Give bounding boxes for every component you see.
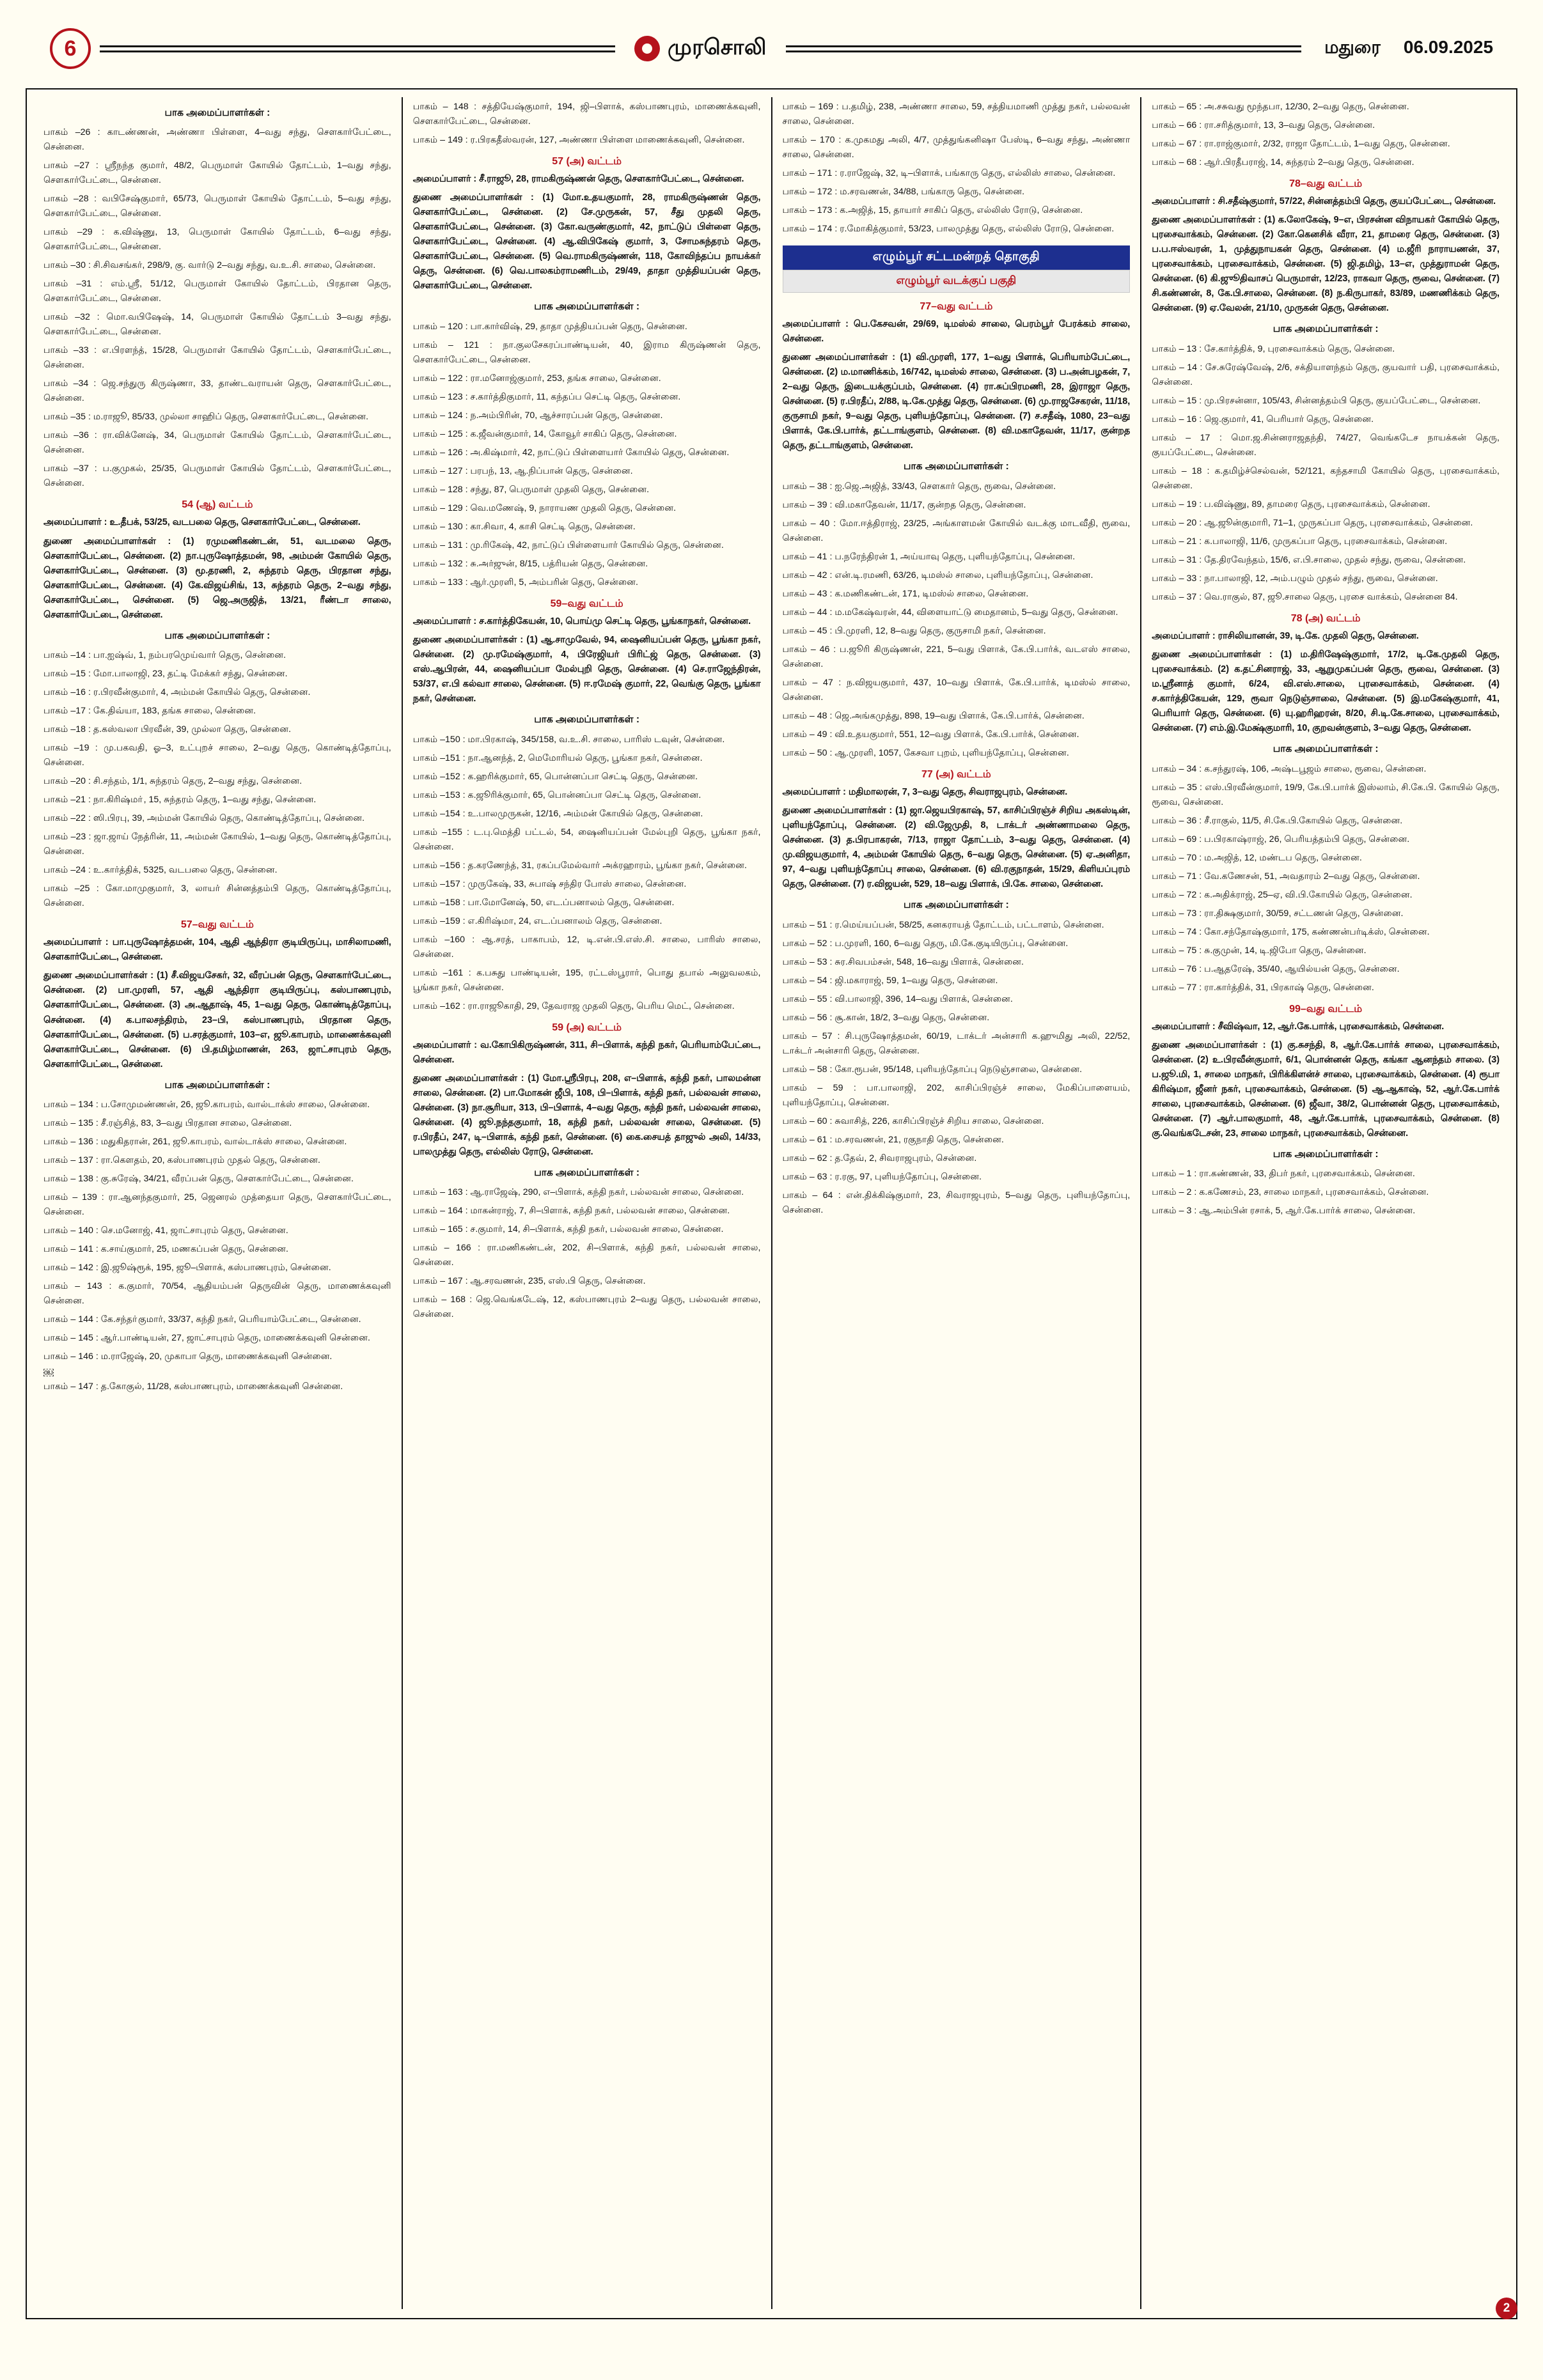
- list-item: பாகம் –17 : கே.திவ்யா, 183, தங்க சாலை, சென்னை.: [43, 706, 256, 717]
- list-item: பாகம் –152 : க.ஹரிக்குமார், 65, பொன்னப்பா செட்டி தெரு, சென்னை.: [412, 771, 698, 782]
- list-item: பாகம் – 136 : மதுகிதரான், 261, ஜூ.காபரம், வால்டாக்ஸ் சாலை, சென்னை.: [43, 1137, 347, 1147]
- masthead-rule-left: [91, 44, 624, 53]
- organizer-entry: அமைப்பாளர் : ராசிலியானன், 39, டி.கே. முதலி தெரு, சென்னை.: [1152, 630, 1419, 641]
- list-item: பாகம் – 125 : க.ஜீவன்குமார், 14, கோவூர் சாகிப் தெரு, சென்னை.: [412, 428, 677, 439]
- list-item: பாகம் – 133 : ஆர்.முரளி, 5, அம்பரின் தெரு, சென்னை.: [412, 577, 638, 587]
- list-item: பாகம் – 76 : ப.ஆதரேஷ், 35/40, ஆயில்யன் தெரு, சென்னை.: [1152, 963, 1400, 974]
- list-item: பாகம் – 138 : கு.சுரேஷ், 34/21, வீரப்பன் தெரு, சௌகார்பேட்டை, சென்னை.: [43, 1174, 354, 1185]
- organizer-entry: அமைப்பாளர் : மதிமாலரன், 7, 3–வது தெரு, சிவராஜபுரம், சென்னை.: [782, 786, 1068, 797]
- list-item: பாகம் –19 : மு.பகவதி, ஓ–3, உட்புறச் சாலை, 2–வது தெரு, கொண்டித்தோப்பு, சென்னை.: [43, 743, 391, 768]
- sun-logo-icon: [634, 36, 660, 61]
- list-item: பாகம் –157 : முருகேஷ், 33, சுபாஷ் சந்திர போஸ் சாலை, சென்னை.: [412, 878, 687, 889]
- list-item: பாகம் – 53 : சுர.சிவபம்சன், 548, 16–வது பிளாக், சென்னை.: [782, 956, 1024, 967]
- list-item: பாகம் – 169 : ப.தமிழ், 238, அண்ணா சாலை, 59, சத்தியமாணி முத்து நகர், பல்லவன் சாலை, சென்னை.: [782, 102, 1131, 127]
- ward-title: 99–வது வட்டம்: [1289, 1003, 1363, 1015]
- list-item: பாகம் – 43 : க.மணிகண்டன், 171, டிமஸ்ல் சாலை, சென்னை.: [782, 588, 1029, 599]
- list-item: பாகம் – 62 : த.தேவ், 2, சிவராஜபுரம், சென்னை.: [782, 1153, 977, 1163]
- list-item: பாகம் –26 : காடண்ணன், அண்ணா பிள்ளை, 4–வது சந்து, சௌகார்பேட்டை, சென்னை.: [43, 127, 391, 153]
- list-item: பாகம் – 173 : க.அஜித், 15, தாயார் சாகிப் தெரு, எல்லிஸ் ரோடு, சென்னை.: [782, 205, 1083, 215]
- list-item: பாகம் – 124 : ந.அம்பிரின், 70, ஆச்சாரப்பன் தெரு, சென்னை.: [412, 410, 663, 421]
- issue-date: 06.09.2025: [1403, 37, 1494, 57]
- list-item: பாகம் – 39 : வி.மகாதேவன், 11/17, குன்றத தெரு, சென்னை.: [782, 499, 1026, 510]
- list-item: பாகம் – 142 : இ.ஜூஷ்ரூக், 195, ஜூ–பிளாக், கஸ்பாணபுரம், சென்னை.: [43, 1263, 331, 1273]
- column-3: [771, 97, 1141, 2309]
- list-item: பாகம் – 57 : சி.புருஷோத்தமன், 60/19, டாக்டர் அன்சாரி க.ஹுமிது அலி, 22/52, டாக்டர் அன்சாரி தெரு, சென்னை.: [782, 1031, 1131, 1056]
- list-item: பாகம் – 128 : சந்து, 87, பெருமாள் முதலி தெரு, சென்னை.: [412, 484, 650, 495]
- list-item: பாகம் – 137 : ரா.கௌதம், 20, கஸ்பாணபுரம் முதல் தெரு, சென்னை.: [43, 1155, 320, 1166]
- ward-title: 78–வது வட்டம்: [1289, 178, 1363, 189]
- organizer-entry: அமைப்பாளர் : ச.கார்த்திகேயன், 10, பொய்மு செட்டி தெரு, பூங்காநகர், சென்னை.: [412, 616, 751, 626]
- list-item: பாகம் – 48 : ஜெ.அங்கமுத்து, 898, 19–வது பிளாக், கே.பி.பார்க், சென்னை.: [782, 710, 1085, 721]
- list-item: பாகம் – 163 : ஆ.ராஜேஷ், 290, எ–பிளாக், கந்தி நகர், பல்லவன் சாலை, சென்னை.: [412, 1187, 744, 1198]
- list-item: பாகம் –15 : மோ.பாலாஜி, 23, தட்டி மேக்கர் சந்து, சென்னை.: [43, 669, 288, 680]
- list-item: பாகம் – 45 : பி.முரளி, 12, 8–வது தெரு, குருசாமி நகர், சென்னை.: [782, 625, 1046, 636]
- list-item: பாகம் –24 : உ.கார்த்திக், 5325, வடபலை தெரு, சென்னை.: [43, 865, 278, 876]
- list-item: பாகம் –162 : ரா.ராஜூகாதி, 29, தேவராஜ முதலி தெரு, பெரிய மெட், சென்னை.: [412, 1000, 735, 1011]
- list-item: பாகம் – 44 : ம.மகேஷ்வரன், 44, விளையாட்டு மைதானம், 5–வது தெரு, சென்னை.: [782, 607, 1118, 618]
- list-item: பாகம் – 35 : எஸ்.பிரவீன்குமார், 19/9, கே.பி.பார்க் இஸ்லாம், சி.கே.பி. கோயில் தெரு, ரூவை, சென்னை.: [1152, 782, 1500, 807]
- list-item: பாகம் –151 : நா.ஆனந்த், 2, மெமோரியல் தெரு, பூங்கா நகர், சென்னை.: [412, 752, 703, 763]
- list-item: பாகம் – 77 : ரா.கார்த்திக், 31, பிரகாஷ் தெரு, சென்னை.: [1152, 982, 1374, 993]
- list-item: பாகம் –35 : ம.ராஜூ, 85/33, முல்லா சாஹிப் தெரு, சௌகார்பேட்டை, சென்னை.: [43, 412, 369, 423]
- ward-title: 57 (அ) வட்டம்: [552, 156, 622, 167]
- list-item: பாகம் –31 : எம்.ஸ்ரீ, 51/12, பெருமாள் கோயில் தோட்டம், பிரதான தெரு, சௌகார்பேட்டை, சென்னை.: [43, 279, 391, 304]
- list-item: பாகம் – 46 : ப.ஜூரி கிருஷ்ணன், 221, 5–வது பிளாக், கே.பி.பார்க், வடஎஸ் சாலை, சென்னை.: [782, 644, 1131, 669]
- deputy-organizer-entry: துணை அமைப்பாளர்கள் : (1) மோ.ஸ்ரீபிரபு, 208, எ–பிளாக், கந்தி நகர், பாலமன்ன சாலை, சென்னை. (2) பா.மோகன் ஜீபி, 108, பி–பிளாக், கந்தி நகர், பல்லவன் சாலை, சென்னை. (3) நா.சூரியா, 313, பி–பிளாக், 4–வது தெரு, கந்தி நகர், பல்லவன் சாலை, சென்னை. (4) ஜூ.நந்தகுமார், 18, கந்தி நகர், பல்லவன் சாலை, சென்னை. (5) ர.பிரதீப், 247, டி–பிளாக், கந்தி நகர், சென்னை. (6) கை.சையத் தாஜுல் அலி, 14/33, பாலமுத்து தெரு, எல்லிஸ் ரோடு, சென்னை.: [412, 1073, 761, 1157]
- deputy-organizer-entry: துணை அமைப்பாளர்கள் : (1) மோ.உதயகுமார், 28, ராமகிருஷ்ணன் தெரு, சௌகார்பேட்டை, சென்னை. (2) சே.முருகன், 57, சீது முதலி தெரு, சௌகார்பேட்டை, சென்னை. (3) கோ.வருண்குமார், 42, நாட்டுப் பிள்ளை தெரு, சௌகார்பேட்டை, சென்னை. (4) ஆ.விபிகேஷ் குமார், 3, சோமசுந்தரம் தெரு, சௌகார்பேட்டை, சென்னை. (5) வெ.ராமகிருஷ்ணன், 118, கோவிந்தப்ப நாயக்கர் தெரு, சென்னை. (6) வெ.பாலகம்ராமணிடம், 29/49, தாதா முத்தியப்பன் தெரு, சௌகார்பேட்டை, சென்னை.: [412, 192, 761, 292]
- list-item: பாகம் – 34 : க.சந்துரஷ், 106, அஷ்டபூஜம் சாலை, ரூவை, சென்னை.: [1152, 763, 1427, 774]
- section-heading: பாக அமைப்பாளர்கள் :: [164, 1079, 270, 1091]
- ward-title: 54 (ஆ) வட்டம்: [182, 499, 253, 511]
- section-heading: பாக அமைப்பாளர்கள் :: [164, 107, 270, 118]
- list-item: பாகம் – 40 : மோ.ஈத்திராஜ், 23/25, அங்காளமன் கோயில் வடக்கு மாடவீதி, ரூவை, சென்னை.: [782, 518, 1131, 543]
- list-item: பாகம் – 149 : ர.பிரகதீஸ்வரன், 127, அண்ணா பிள்ளை மாணைக்கவுனி, சென்னை.: [412, 135, 745, 145]
- list-item: பாகம் – 21 : க.பாலாஜி, 11/6, முருகப்பா தெரு, புரசைவாக்கம், சென்னை.: [1152, 536, 1448, 547]
- list-item: பாகம் – 52 : ப.முரளி, 160, 6–வது தெரு, மி.கே.குடியிருப்பு, சென்னை.: [782, 938, 1069, 949]
- list-item: பாகம் –158 : பா.மோனேஷ், 50, எட.ப்பனாலம் தெரு, சென்னை.: [412, 897, 675, 908]
- list-item: பாகம் – 63 : ர.ரகு, 97, புளியந்தோப்பு, சென்னை.: [782, 1171, 982, 1182]
- list-item: பாகம் – 64 : என்.திக்கிஷ்குமார், 23, சிவராஜபுரம், 5–வது தெரு, புளியந்தோப்பு, சென்னை.: [782, 1190, 1131, 1215]
- publication-name: முரசொலி: [668, 35, 767, 59]
- list-item: பாகம் –23 : ஜா.ஜாய் நேத்ரின், 11, அம்மன் கோயில், 1–வது தெரு, கொண்டித்தோப்பு, சென்னை.: [43, 832, 391, 857]
- list-item: பாகம் – 42 : என்.டி.ரமணி, 63/26, டிமஸ்ல் சாலை, புளியந்தோப்பு, சென்னை.: [782, 570, 1093, 580]
- list-item: பாகம் – 16 : ஜெ.குமார், 41, பெரியார் தெரு, சென்னை.: [1152, 414, 1374, 424]
- constituency-subbanner: எழும்பூர் வடக்குப் பகுதி: [783, 270, 1131, 293]
- list-item: பாகம் –25 : கோ.மாமுகுமார், 3, லாயர் சின்னத்தம்பி தெரு, கொண்டித்தோப்பு, சென்னை.: [43, 883, 391, 909]
- ward-title: 59–வது வட்டம்: [550, 598, 623, 609]
- list-item: பாகம் – 70 : ம.அஜித், 12, மண்டப தெரு, சென்னை.: [1152, 852, 1362, 863]
- list-item: பாகம் – 74 : கோ.சந்தோஷ்குமார், 175, கண்ணன்பர்டிக்ஸ், சென்னை.: [1152, 926, 1430, 937]
- list-item: பாகம் – 37 : வெ.ராகுல், 87, ஜூ.சாலை தெரு, புரசை வாக்கம், சென்னை 84.: [1152, 591, 1458, 602]
- organizer-entry: அமைப்பாளர் : பா.புருஷோத்தமன், 104, ஆதி ஆந்திரா குடியிருப்பு, மாசிலாமணி, சௌகார்பேட்டை, சென்னை.: [43, 937, 391, 963]
- list-item: பாகம் – 165 : ச.குமார், 14, சி–பிளாக், கந்தி நகர், பல்லவன் சாலை, சென்னை.: [412, 1224, 724, 1235]
- list-item: பாகம் – 49 : வி.உதயகுமார், 551, 12–வது பிளாக், கே.பி.பார்க், சென்னை.: [782, 729, 1079, 740]
- list-item: பாகம் – 56 : சூ.கான், 18/2, 3–வது தெரு, சென்னை.: [782, 1012, 990, 1023]
- list-item: பாகம் – 72 : க.அதிக்ராஜ், 25–ஏ, வி.பி.கோயில் தெரு, சென்னை.: [1152, 889, 1413, 900]
- list-item: பாகம் –36 : ரா.விக்னேஷ், 34, பெருமாள் கோயில் தோட்டம், சௌகார்பேட்டை, சென்னை.: [43, 430, 391, 456]
- list-item: பாகம் – 19 : ப.விஷ்ணு, 89, தாமரை தெரு, புரசைவாக்கம், சென்னை.: [1152, 499, 1430, 509]
- list-item: பாகம் – 50 : ஆ.முரளி, 1057, கேசவா புறம், புளியந்தோப்பு, சென்னை.: [782, 747, 1069, 758]
- list-item: பாகம் – 135 : சீ.ரஞ்சித், 83, 3–வது பிரதான சாலை, சென்னை.: [43, 1118, 292, 1129]
- list-item: பாகம் –21 : நா.கிரிஷ்மா், 15, சுந்தரம் தெரு, 1–வது சந்து, சென்னை.: [43, 795, 317, 805]
- list-item: பாகம் – 71 : வே.கணேசன், 51, அவதாரம் 2–வது தெரு, சென்னை.: [1152, 871, 1420, 882]
- section-heading: பாக அமைப்பாளர்கள் :: [534, 714, 640, 726]
- page-number: 6: [50, 28, 91, 69]
- list-item: பாகம் – 126 : அ.கிஷ்மார், 42, நாட்டுப் பிள்ளையார் கோயில் தெரு, சென்னை.: [412, 447, 730, 458]
- list-item: பாகம் –30 : சி.சிவசங்கர், 298/9, கு. வார்டு 2–வது சந்து, வ.உ.சி. சாலை, சென்னை.: [43, 260, 376, 271]
- list-item: பாகம் – 13 : சே.கார்த்திக், 9, புரசைவாக்கம் தெரு, சென்னை.: [1152, 343, 1395, 354]
- list-item: பாகம் –29 : க.விஷ்ணு, 13, பெருமாள் கோயில் தோட்டம், 6–வது சந்து, சௌகார்பேட்டை, சென்னை.: [43, 227, 391, 253]
- list-item: பாகம் – 75 : சு.குமுன், 14, டி.ஜிபோ தெரு, சென்னை.: [1152, 945, 1367, 956]
- list-item: பாகம் –161 : க.பசுது பாண்டியன், 195, ரட்டஸ்பூரார், பொது தபால் அலுவலகம், பூங்கா நகர், சென்னை.: [412, 967, 761, 993]
- list-item: பாகம் – 60 : சுவாசித், 226, காசிப்பிரஞ்ச் சிறிய சாலை, சென்னை.: [782, 1116, 1044, 1126]
- organizer-entry: அமைப்பாளர் : உ.தீபக், 53/25, வடபலை தெரு, சௌகார்பேட்டை, சென்னை.: [43, 517, 361, 528]
- deputy-organizer-entry: துணை அமைப்பாளர்கள் : (1) ஜா.ஜெயபிரகாஷ், 57, காசிப்பிரஞ்ச் சிறிய அகஸ்டின், புளியந்தோப்பு, சென்னை. (2) வி.ஜேமுதி, 8, டாக்டர் அண்ணாமலை தெரு, சென்னை. (3) த.பிரபாகரன், 7/13, ராஜா தோட்டம், 3–வது தெரு, சென்னை. (4) மு.விஜயகுமார், 4, அம்மன் கோயில் தெரு, 6–வது தெரு, சென்னை. (5) ஏ.அனிதா, 97, 4–வது புளியந்தோப்பு சாலை, சென்னை. (6) வி.ரகுநாதன், 15/29, கிளியப்புரம் தெரு, சென்னை. (7) ர.விஜயன், 529, 18–வது பிளாக், பி.கே. சாலை, சென்னை.: [782, 805, 1131, 890]
- list-item: பாகம் –153 : க.ஜூரிக்குமார், 65, பொன்னப்பா செட்டி தெரு, சென்னை.: [412, 789, 701, 800]
- list-item: பாகம் – 146 : ம.ராஜேஷ், 20, முகாபா தெரு, மாணைக்கவுனி சென்னை.: [43, 1351, 333, 1362]
- list-item: பாகம் – 171 : ர.ராஜேஷ், 32, டி–பிளாக், பங்காரு தெரு, எல்லிஸ் சாலை, சென்னை.: [782, 168, 1116, 178]
- list-item: பாகம் – 54 : ஜி.மகாராஜ், 59, 1–வது தெரு, சென்னை.: [782, 975, 998, 986]
- list-item: பாகம் – 134 : ப.சோமுமண்ணன், 26, ஜூ.காபரம், வால்டாக்ஸ் சாலை, சென்னை.: [43, 1100, 370, 1110]
- column-2: [402, 97, 771, 2309]
- list-item: பாகம் –155 : ட.பு.மெத்தி பட்டல், 54, ஷைனியப்பன் மேல்புறி தெரு, பூங்கா நகர், சென்னை.: [412, 827, 761, 852]
- list-item: பாகம் – 172 : ம.சரவணன், 34/88, பங்காரு தெரு, சென்னை.: [782, 187, 1025, 197]
- ward-title: 57–வது வட்டம்: [180, 919, 254, 931]
- list-item: பாகம் – 166 : ரா.மணிகண்டன், 202, சி–பிளாக், கந்தி நகர், பல்லவன் சாலை, சென்னை.: [412, 1243, 761, 1268]
- ward-title: 78 (அ) வட்டம்: [1290, 612, 1361, 624]
- deputy-organizer-entry: துணை அமைப்பாளர்கள் : (1) ம.திரிஷேஷ்குமார், 17/2, டி.கே.முதலி தெரு, புரசைவாக்கம். (2) க.தட்சினராஜ், 33, ஆறுமுகப்பன் தெரு, ரூவை, சென்னை. (3) ம.ஸ்ரீனாத் குமார், 6/24, வி.எஸ்.சாலை, புரசைவாக்கம், சென்னை. (4) ச.கார்த்திகேயன், 129, ரூவா நெடுஞ்சாலை, சென்னை. (5) இ.மகேஷ்குமார், 41, பெரியார் தெரு, சென்னை. (6) யு.ஹரிஹரன், 8/20, சி.டி.கே.சாலை, புரசைவாக்கம், சென்னை. (7) எம்.இ.மேக்ஷ்குமாரி, 10, குறவன்குளம், 3–வது தெரு, சென்னை.: [1152, 649, 1500, 734]
- list-item: பாகம் – 122 : ரா.மனோஜ்குமார், 253, தங்க சாலை, சென்னை.: [412, 373, 661, 384]
- list-item: பாகம் –37 : ப.குமுகல், 25/35, பெருமாள் கோயில் தோட்டம், சௌகார்பேட்டை, சென்னை.: [43, 463, 391, 489]
- list-item: பாகம் – 164 : மாகன்ராஜ், 7, சி–பிளாக், கந்தி நகர், பல்லவன் சாலை, சென்னை.: [412, 1206, 730, 1217]
- column-4: [1140, 97, 1510, 2309]
- list-item: பாகம் – 51 : ர.மெய்யப்பன், 58/25, கனகராயத் தோட்டம், பட்டாளம், சென்னை.: [782, 919, 1104, 930]
- list-item: பாகம் – 143 : க.குமார், 70/54, ஆதியம்பன் தெருவின் தெரு, மாணைக்கவுனி சென்னை.: [43, 1281, 391, 1307]
- list-item: பாகம் – 174 : ர.மோகித்குமார், 53/23, பாலமுத்து தெரு, எல்லிஸ் ரோடு, சென்னை.: [782, 224, 1115, 234]
- list-item: பாகம் – 31 : தே.திரவேந்தம், 15/6, எ.பி.சாலை, முதல் சந்து, ரூவை, சென்னை.: [1152, 554, 1466, 565]
- section-heading: பாக அமைப்பாளர்கள் :: [164, 630, 270, 641]
- list-item: பாகம் – 131 : மு.ரிகேஷ், 42, நாட்டுப் பிள்ளையார் கோயில் தெரு, சென்னை.: [412, 540, 724, 550]
- list-item: பாகம் – 141 : க.சாய்குமார், 25, மணகப்பன் தெரு, சென்னை.: [43, 1244, 288, 1255]
- list-item: பாகம் –16 : ர.பிரவீன்குமார், 4, அம்மன் கோயில் தெரு, சென்னை.: [43, 687, 311, 698]
- deputy-organizer-entry: துணை அமைப்பாளர்கள் : (1) ஆ.சாமுவேல், 94, ஷைனியப்பன் தெரு, பூங்கா நகர், சென்னை. (2) மு.ரமேஷ்குமார், 4, பிரேஜியர் பிரிட்ஜ் தெரு, சென்னை. (3) எஸ்.ஆபிரன், 44, ஷைனியப்பா மேல்புறி தெரு, சென்னை. (4) செ.ராஜேந்திரன், 53/37, எ.பி கல்வா சாலை, சென்னை. (5) ஈ.ரமேஷ் குமார், 22, வெங்கு தெரு, பூங்கா நகர், சென்னை.: [412, 634, 761, 704]
- deputy-organizer-entry: துணை அமைப்பாளர்கள் : (1) க.லோகேஷ், 9–எ, பிரசன்ன விநாயகர் கோயில் தெரு, புரசைவாக்கம், சென்னை. (2) கோ.கெனசிக் வீரா, 21, தாமரை தெரு, சென்னை. (3) ப.ப.ஈஸ்வரன், 1, முத்துநாயகன் தெரு, சென்னை. (4) ம.ஜீரி நாராயணன், 37, புரசைவாக்கம், புரசைவாக்கம், சென்னை. (5) ஜி.தமிழ், 13–எ, முத்துராமன் தெரு, சென்னை. (6) கி.ஜுூதிவாசப் பெருமாள், 12/23, ராகவா தெரு, ரூவை, சென்னை. (7) சி.கண்ணன், 8, கே.பி.சாலை, சென்னை. (8) ந.கிருபாகர், 83/89, மணணிக்கம் தெரு, சென்னை. (9) ஏ.வேலன், 21/10, முருகன் தெரு, சென்னை.: [1152, 215, 1500, 314]
- organizer-entry: அமைப்பாளர் : சி.சதீஷ்குமார், 57/22, சின்னத்தம்பி தெரு, குயப்பேட்டை, சென்னை.: [1152, 196, 1496, 206]
- list-item: பாகம் – 47 : ந.விஜயகுமார், 437, 10–வது பிளாக், கே.பி.பார்க், டிமஸ்ல் சாலை, சென்னை.: [782, 677, 1131, 703]
- article-columns: [26, 88, 1517, 2319]
- list-item: பாகம் – 69 : ப.பிரகாஷ்ராஜ், 26, பெரியத்தம்பி தெரு, சென்னை.: [1152, 834, 1410, 844]
- list-item: பாகம் – 147 : த.கோகுல், 11/28, கஸ்பாணபுரம், மாணைக்கவுனி சென்னை.: [43, 1381, 343, 1392]
- list-item: பாகம் – 120 : பா.கார்விஷ், 29, தாதா முத்தியப்பன் தெரு, சென்னை.: [412, 321, 687, 332]
- list-item: பாகம் – 14 : சே.சுரேஷ்வேஷ், 2/6, சக்தியாளந்தம் தெரு, குயவாா் பதி, புரசைவாக்கம், சென்னை.: [1152, 362, 1500, 387]
- page-end-badge: 2: [1496, 2298, 1517, 2319]
- deputy-organizer-entry: துணை அமைப்பாளர்கள் : (1) சீ.விஜயசேகர், 32, வீரப்பன் தெரு, சௌகார்பேட்டை, சென்னை. (2) பா.முரளி, 57, ஆதி ஆந்திரா குடியிருப்பு, கஸ்பாணபுரம், சௌகார்பேட்டை, சென்னை. (3) அ.ஆதாஷ், 45, 1–வது தெரு, கொண்டித்தோப்பு, சென்னை. (4) க.பாலசந்திரம், 23–பி, கஸ்பாணபுரம், பிரதான தெரு, சௌகார்பேட்டை, சென்னை. (5) ப.சரத்குமார், 103–எ, ஜூ.காபரம், மாணைக்கவுனி சௌகார்பேட்டை, சென்னை. (6) பி.தமிழ்மாணன், 263, ஜாட்சாபுரம் தெரு, சௌகார்பேட்டை, சென்னை.: [43, 970, 391, 1069]
- list-item: பாகம் – 65 : அ.சசுவது மூந்தபா, 12/30, 2–வது தெரு, சென்னை.: [1152, 102, 1409, 112]
- list-item: பாகம் – 123 : ச.கார்த்திகுமார், 11, கந்தப்ப செட்டி தெரு, சென்னை.: [412, 391, 681, 402]
- list-item: பாகம் –160 : ஆ.சரத், பாகாபம், 12, டி.என்.பி.எஸ்.சி. சாலை, பாரிஸ் சாலை, சென்னை.: [412, 934, 761, 960]
- deputy-organizer-entry: துணை அமைப்பாளர்கள் : (1) வி.முரளி, 177, 1–வது பிளாக், பெரியாம்பேட்டை, சென்னை. (2) ம.மாணிக்கம், 16/742, டிமஸ்ல் சாலை, சென்னை. (3) ப.அன்பழகன், 7, 2–வது தெரு, இடையக்குப்பம், சென்னை. (4) ரா.சுப்பிரமணி, 28, இராஜா தெரு, சென்னை. (5) ர.பிரதீப், 2/88, டி.கே.முத்து தெரு, சென்னை. (6) மு.ராஜசேகரன், 11/18, குருசாமி நகர், 9–வது தெரு, புளியந்தோப்பு, சென்னை. (7) ச.சதீஷ், 1080, 23–வது பிளாக், கே.பி.பார்க், தட்டாங்குளம், சென்னை. (8) வி.மகாதேவன், 11/17, குன்றத தெரு, தட்டாங்குளம், சென்னை.: [782, 352, 1131, 451]
- list-item: பாகம் – 41 : ப.நரேந்திரன் 1, அய்யாவு தெரு, புளியந்தோப்பு, சென்னை.: [782, 551, 1076, 562]
- list-item: பாகம் –156 : த.கரணேந்த், 31, ரகப்பமேல்வார் அக்ரஹாரம், பூங்கா நகர், சென்னை.: [412, 860, 747, 871]
- organizer-entry: அமைப்பாளர் : சீ.ராஜூ, 28, ராமகிருஷ்ணன் தெரு, சௌகார்பேட்டை, சென்னை.: [412, 174, 744, 184]
- ward-title: 77–வது வட்டம்: [920, 301, 993, 312]
- list-item: பாகம் – 18 : க.தமிழ்ச்செல்வன், 52/121, கந்தசாமி கோயில் தெரு, புரசைவாக்கம், சென்னை.: [1152, 465, 1500, 491]
- list-item: பாகம் – 2 : க.கணேசம், 23, சாலை மாநகர், புரசைவாக்கம், சென்னை.: [1152, 1187, 1429, 1198]
- column-1: பாக அமைப்பாளர்கள் : பாகம் –26 : காடண்ணன், அண்ணா பிள்ளை, 4–வது சந்து, சௌகார்பேட்டை, சென்னை. பாகம் –27 : ஸ்ரீநந்த குமார், 48/2, பெருமாள் கோயில் தோட்டம், 1–வது சந்து, சௌகார்பேட்டை, சென்னை. பாகம் –28 : வபிசேஷ்குமார், 65/73, பெருமாள் கோயில் தோட்டம், 5–வது சந்து, சௌகார்பேட்டை, சென்னை. பாகம் –29 : க.விஷ்ணு, 13, பெருமாள் கோயில் தோட்டம், 6–வது சந்து, சௌகார்பேட்டை, சென்னை. பாகம் –30 : சி.சிவசங்கர், 298/9, கு. வார்டு 2–வது சந்து, வ.உ.சி. சாலை, சென்னை. பாகம் –31 : எம்.ஸ்ரீ, 51/12, பெருமாள் கோயில் தோட்டம், பிரதான தெரு, சௌகார்பேட்டை, சென்னை. பாகம் –32 : மொ.வபிஷேஷ், 14, பெருமாள் கோயில் தோட்டம் 3–வது சந்து, சௌகார்பேட்டை, சென்னை. பாகம் –33 : எ.பிரளந்த், 15/28, பெருமாள் கோயில் தோட்டம், சௌகார்பேட்டை, சென்னை. பாகம் –34 : ஜெ.சந்துரு கிருஷ்ணா, 33, தாண்டவராயன் தெரு, சௌகார்பேட்டை, சென்னை. பாகம் –35 : ம.ராஜூ, 85/33, முல்லா சாஹிப் தெரு, சௌகார்பேட்டை, சென்னை. பாகம் –36 : ரா.விக்னேஷ், 34, பெருமாள் கோயில் தோட்டம், சௌகார்பேட்டை, சென்னை. பாகம் –37 : ப.குமுகல், 25/35, பெருமாள் கோயில் தோட்டம், சௌகார்பேட்டை, சென்னை. 54 (ஆ) வட்டம் அமைப்பாளர் : உ.தீபக், 53/25, வடபலை தெரு, சௌகார்பேட்டை, சென்னை. துணை அமைப்பாளர்கள் : (1) ரமுமணிகண்டன், 51, வடமலை தெரு, சௌகார்பேட்டை, சென்னை. (2) நா.புருஷோத்தமன், 98, அம்மன் கோயில் தெரு, சௌகார்பேட்டை, சென்னை. (3) மூ.தரணி, 2, சுந்தரம் தெரு, பிரதான சந்து, சௌகார்பேட்டை, சென்னை. (4) கே.விஜய்சிங், 13, சுந்தரம் தெரு, 2–வது சந்து, சௌகார்பேட்டை, சென்னை. (5) ஜெ.அருஜித், 13/21, ரீண்டா சாலை, சௌகார்பேட்டை, சென்னை. பாக அமைப்பாளர்கள் : பாகம் –14 : பா.ஐஷ்வ், 1, நம்பரமுெய்வார் தெரு, சென்னை. பாகம் –15 : மோ.பாலாஜி, 23, தட்டி மேக்கர் சந்து, சென்னை. பாகம் –16 : ர.பிரவீன்குமார், 4, அம்மன் கோயில் தெரு, சென்னை. பாகம் –17 : கே.திவ்யா, 183, தங்க சாலை, சென்னை. பாகம் –18 : த.கஸ்வலா பிரவீன், 39, முல்லா தெரு, சென்னை. பாகம் –19 : மு.பகவதி, ஓ–3, உட்புறச் சாலை, 2–வது தெரு, கொண்டித்தோப்பு, சென்னை. பாகம் –20 : சி.சந்தம், 1/1, சுந்தரம் தெரு, 2–வது சந்து, சென்னை. பாகம் –21 : நா.கிரிஷ்மா், 15, சுந்தரம் தெரு, 1–வது சந்து, சென்னை. பாகம் –22 : ஸி.பிரபு, 39, அம்மன் கோயில் தெரு, கொண்டித்தோப்பு, சென்னை. பாகம் –23 : ஜா.ஜாய் நேத்ரின், 11, அம்மன் கோயில், 1–வது தெரு, கொண்டித்தோப்பு, சென்னை. பாகம் –24 : உ.கார்த்திக், 5325, வடபலை தெரு, சென்னை. பாகம் –25 : கோ.மாமுகுமார், 3, லாயர் சின்னத்தம்பி தெரு, கொண்டித்தோப்பு, சென்னை. 57–வது வட்டம் அமைப்பாளர் : பா.புருஷோத்தமன், 104, ஆதி ஆந்திரா குடியிருப்பு, மாசிலாமணி, சௌகார்பேட்டை, சென்னை. துணை அமைப்பாளர்கள் : (1) சீ.விஜயசேகர், 32, வீரப்பன் தெரு, சௌகார்பேட்டை, சென்னை. (2) பா.முரளி, 57, ஆதி ஆந்திரா குடியிருப்பு, கஸ்பாணபுரம், சௌகார்பேட்டை, சென்னை. (3) அ.ஆதாஷ், 45, 1–வது தெரு, கொண்டித்தோப்பு, சென்னை. (4) க.பாலசந்திரம், 23–பி, கஸ்பாணபுரம், பிரதான தெரு, சௌகார்பேட்டை, சென்னை. (5) ப.சரத்குமார், 103–எ, ஜூ.காபரம், மாணைக்கவுனி சௌகார்பேட்டை, சென்னை. (6) பி.தமிழ்மாணன், 263, ஜாட்சாபுரம் தெரு, சௌகார்பேட்டை, சென்னை. பாக அமைப்பாளர்கள் : பாகம் – 134 : ப.சோமுமண்ணன், 26, ஜூ.காபரம், வால்டாக்ஸ் சாலை, சென்னை. பாகம் – 135 : சீ.ரஞ்சித், 83, 3–வது பிரதான சாலை, சென்னை. பாகம் – 136 : மதுகிதரான், 261, ஜூ.காபரம், வால்டாக்ஸ் சாலை, சென்னை. பாகம் – 137 : ரா.கௌதம், 20, கஸ்பாணபுரம் முதல் தெரு, சென்னை. பாகம் – 138 : கு.சுரேஷ், 34/21, வீரப்பன் தெரு, சௌகார்பேட்டை, சென்னை. பாகம் – 139 : ரா.ஆனந்தகுமார், 25, ஜெனரல் முத்தையா தெரு, சௌகார்பேட்டை, சென்னை. பாகம் – 140 : செ.மனோஜ், 41, ஜாட்சாபுரம் தெரு, சென்னை. பாகம் – 141 : க.சாய்குமார், 25, மணகப்பன் தெரு, சென்னை. பாகம் – 142 : இ.ஜூஷ்ரூக், 195, ஜூ–பிளாக், கஸ்பாணபுரம், சென்னை. பாகம் – 143 : க.குமார், 70/54, ஆதியம்பன் தெருவின் தெரு, மாணைக்கவுனி சென்னை. பாகம் – 144 : கே.சந்தா்குமார், 33/37, கந்தி நகர், பெரியாம்பேட்டை, சென்னை. பாகம் – 145 : ஆர்.பாண்டியன், 27, ஜாட்சாபுரம் தெரு, மாணைக்கவுனி சென்னை. பாகம் – 146 : ம.ராஜேஷ், 20, முகாபா தெரு, மாணைக்கவுனி சென்னை. ￼ பாகம் – 147 : த.கோகுல், 11/28, கஸ்பாணபுரம், மாணைக்கவுனி சென்னை.: [33, 97, 402, 2309]
- list-item: பாகம் –22 : ஸி.பிரபு, 39, அம்மன் கோயில் தெரு, கொண்டித்தோப்பு, சென்னை.: [43, 813, 365, 824]
- section-heading: பாக அமைப்பாளர்கள் :: [534, 1167, 640, 1178]
- section-heading: பாக அமைப்பாளர்கள் :: [1273, 743, 1379, 755]
- list-item: பாகம் – 170 : க.முகமது அலி, 4/7, முத்துங்கனிஷா பேஸ்டி, 6–வது சந்து, அண்ணா சாலை, சென்னை.: [782, 135, 1131, 160]
- list-item: பாகம் – 36 : சீ.ராகுல், 11/5, சி.கே.பி.கோயில் தெரு, சென்னை.: [1152, 815, 1403, 826]
- list-item: பாகம் – 68 : ஆர்.பிரதீபராஜ், 14, சுந்தரம் 2–வது தெரு, சென்னை.: [1152, 157, 1414, 167]
- list-item: பாகம் –34 : ஜெ.சந்துரு கிருஷ்ணா, 33, தாண்டவராயன் தெரு, சௌகார்பேட்டை, சென்னை.: [43, 378, 391, 404]
- organizer-entry: அமைப்பாளர் : பெ.கேசவன், 29/69, டிமஸ்ல் சாலை, பெரம்பூர் பேரக்கம் சாலை, சென்னை.: [782, 319, 1131, 345]
- masthead: [26, 18, 1517, 79]
- section-heading: பாக அமைப்பாளர்கள் :: [1273, 323, 1379, 335]
- list-item: பாகம் –20 : சி.சந்தம், 1/1, சுந்தரம் தெரு, 2–வது சந்து, சென்னை.: [43, 776, 302, 787]
- list-item: பாகம் – 17 : மொ.ஜ.சின்னராஜதந்தி, 74/27, வெங்கடேச நாயக்கன் தெரு, குயப்பேட்டை, சென்னை.: [1152, 432, 1500, 458]
- list-item: பாகம் – 73 : ரா.திக்ஷகுமார், 30/59, சட்டணன் தெரு, சென்னை.: [1152, 908, 1404, 919]
- deputy-organizer-entry: துணை அமைப்பாளர்கள் : (1) ரமுமணிகண்டன், 51, வடமலை தெரு, சௌகார்பேட்டை, சென்னை. (2) நா.புருஷோத்தமன், 98, அம்மன் கோயில் தெரு, சௌகார்பேட்டை, சென்னை. (3) மூ.தரணி, 2, சுந்தரம் தெரு, பிரதான சந்து, சௌகார்பேட்டை, சென்னை. (4) கே.விஜய்சிங், 13, சுந்தரம் தெரு, 2–வது சந்து, சௌகார்பேட்டை, சென்னை. (5) ஜெ.அருஜித், 13/21, ரீண்டா சாலை, சௌகார்பேட்டை, சென்னை.: [43, 536, 391, 620]
- list-item: பாகம் – 15 : மு.பிரசன்னா, 105/43, சின்னத்தம்பி தெரு, குயப்பேட்டை, சென்னை.: [1152, 395, 1481, 406]
- constituency-banner: எழும்பூர் சட்டமன்றத் தொகுதி: [783, 245, 1131, 270]
- list-item: பாகம் – 167 : ஆ.சரவணன், 235, எஸ்.பி தெரு, சென்னை.: [412, 1276, 646, 1287]
- list-item: பாகம் – 132 : சு.அர்ஜுன், 8/15, பத்ரியன் தெரு, சென்னை.: [412, 558, 648, 569]
- organizer-entry: அமைப்பாளர் : சீவிஷ்வா, 12, ஆர்.கே.பார்க், புரசைவாக்கம், சென்னை.: [1152, 1021, 1445, 1032]
- list-item: பாகம் – 38 : ஐ.ஜெ.அஜித், 33/43, சௌகார் தெரு, ரூவை, சென்னை.: [782, 481, 1056, 492]
- list-item: பாகம் – 61 : ம.சரவணன், 21, ரகுநாதி தெரு, சென்னை.: [782, 1134, 1004, 1145]
- list-item: பாகம் – 67 : ரா.ராஜ்குமார், 2/32, ராஜா தோட்டம், 1–வது தெரு, சென்னை.: [1152, 139, 1450, 149]
- ward-title: 77 (அ) வட்டம்: [921, 768, 991, 780]
- list-item: பாகம் –28 : வபிசேஷ்குமார், 65/73, பெருமாள் கோயில் தோட்டம், 5–வது சந்து, சௌகார்பேட்டை, சென்னை.: [43, 194, 391, 219]
- list-item: பாகம் –159 : எ.கிரிஷ்மா, 24, எட.ப்பனாலம் தெரு, சென்னை.: [412, 915, 662, 926]
- list-item: பாகம் – 66 : ரா.சரித்குமார், 13, 3–வது தெரு, சென்னை.: [1152, 120, 1375, 130]
- list-item: பாகம் – 130 : கா.சிவா, 4, காசி செட்டி தெரு, சென்னை.: [412, 521, 636, 532]
- edition-name: மதுரை: [1324, 37, 1381, 57]
- list-item: பாகம் – 1 : ரா.கண்ணன், 33, திபர் நகர், புரசைவாக்கம், சென்னை.: [1152, 1169, 1415, 1179]
- deputy-organizer-entry: துணை அமைப்பாளர்கள் : (1) கு.சுசந்தி, 8, ஆர்.கே.பார்க் சாலை, புரசைவாக்கம், சென்னை. (2) உ.பிரவீன்குமார், 6/1, பொன்னன் தெரு, கங்கா ஆனந்தம் சாலை. (3) ப.ஜூ.மி, 1, சாலை மாநகர், பிரிக்கிளன்ச் சாலை, புரசைவாக்கம், சென்னை. (4) ரூபா கிரிஷ்மா, ஜீனர் நகர், புரசைவாக்கம், சென்னை. (5) ஆ.ஆகாஷ், 52, ஆர்.கே.பார்க் சாலை, புரசைவாக்கம், சென்னை. (6) ஜீவா, 38/2, பொன்னன் தெரு, புரசைவாக்கம், சென்னை. (7) ஆர்.பாலகுமார், 48, ஆர்.கே.பார்க், புரசைவாக்கம், சென்னை. (8) கு.வெங்கடேசன், 23, சாலை மாநகர், புரசைவாக்கம், சென்னை.: [1152, 1039, 1500, 1139]
- list-item: பாகம் – 20 : ஆ.ஜூன்குமாரி, 71–1, முருகப்பா தெரு, புரசைவாக்கம், சென்னை.: [1152, 517, 1473, 528]
- list-item: பாகம் – 145 : ஆர்.பாண்டியன், 27, ஜாட்சாபுரம் தெரு, மாணைக்கவுனி சென்னை.: [43, 1333, 370, 1344]
- list-item: பாகம் –150 : மா.பிரகாஷ், 345/158, வ.உ.சி. சாலை, பாரிஸ் டவுன், சென்னை.: [412, 734, 725, 745]
- section-heading: பாக அமைப்பாளர்கள் :: [903, 899, 1009, 911]
- list-item: பாகம் – 127 : பரபந், 13, ஆ.நிப்பான் தெரு, சென்னை.: [412, 465, 633, 476]
- list-item: பாகம் –32 : மொ.வபிஷேஷ், 14, பெருமாள் கோயில் தோட்டம் 3–வது சந்து, சௌகார்பேட்டை, சென்னை.: [43, 312, 391, 338]
- masthead-meta: [1310, 37, 1493, 60]
- list-item: பாகம் – 3 : ஆ.அம்பின் ரசாக், 5, ஆர்.கே.பார்க் சாலை, சென்னை.: [1152, 1206, 1416, 1217]
- section-heading: பாக அமைப்பாளர்கள் :: [1273, 1149, 1379, 1160]
- list-item: பாகம் – 58 : கோ.ரூபன், 95/148, புளியந்தோப்பு நெடுஞ்சாலை, சென்னை.: [782, 1064, 1083, 1075]
- list-item: பாகம் – 148 : சத்தியேஷ்குமார், 194, ஜி–பிளாக், கஸ்பாணபுரம், மாணைக்கவுனி, சௌகார்பேட்டை, சென்னை.: [412, 102, 761, 127]
- list-item: பாகம் –18 : த.கஸ்வலா பிரவீன், 39, முல்லா தெரு, சென்னை.: [43, 724, 292, 735]
- list-item: பாகம் –27 : ஸ்ரீநந்த குமார், 48/2, பெருமாள் கோயில் தோட்டம், 1–வது சந்து, சௌகார்பேட்டை, சென்னை.: [43, 160, 391, 186]
- list-item: பாகம் – 168 : ஜெ.வெங்கடேஷ், 12, கஸ்பாணபுரம் 2–வது தெரு, பல்லவன் சாலை, சென்னை.: [412, 1295, 761, 1320]
- list-item: பாகம் – 33 : நா.பாலாஜி, 12, அம்.பழும் முதல் சந்து, ரூவை, சென்னை.: [1152, 573, 1438, 584]
- publication-logo: [624, 35, 777, 63]
- list-item: பாகம் –33 : எ.பிரளந்த், 15/28, பெருமாள் கோயில் தோட்டம், சௌகார்பேட்டை, சென்னை.: [43, 345, 391, 371]
- section-heading: பாக அமைப்பாளர்கள் :: [903, 461, 1009, 472]
- list-item: பாகம் – 144 : கே.சந்தா்குமார், 33/37, கந்தி நகர், பெரியாம்பேட்டை, சென்னை.: [43, 1314, 361, 1325]
- list-item: பாகம் –14 : பா.ஐஷ்வ், 1, நம்பரமுெய்வார் தெரு, சென்னை.: [43, 650, 286, 661]
- list-item: பாகம் – 129 : வெ.மணேஷ், 9, நாராயண முதலி தெரு, சென்னை.: [412, 502, 677, 513]
- list-item: பாகம் – 139 : ரா.ஆனந்தகுமார், 25, ஜெனரல் முத்தையா தெரு, சௌகார்பேட்டை, சென்னை.: [43, 1192, 391, 1218]
- list-item: பாகம் – 59 : பா.பாலாஜி, 202, காசிப்பிரஞ்ச் சாலை, மேகிப்பாளையம், புளியந்தோப்பு, சென்னை.: [782, 1082, 1131, 1108]
- list-item: பாகம் –154 : உ.பாலமுருகன், 12/16, அம்மன் கோயில் தெரு, சென்னை.: [412, 808, 703, 819]
- list-item: பாகம் – 121 : நா.குலசேகரப்பாண்டியன், 40, இராம கிருஷ்ணன் தெரு, சௌகார்பேட்டை, சென்னை.: [412, 339, 761, 365]
- organizer-entry: அமைப்பாளர் : வ.கோபிகிருஷ்ணன், 311, சி–பிளாக், கந்தி நகர், பெரியாம்பேட்டை, சென்னை.: [412, 1039, 761, 1065]
- list-item: பாகம் – 55 : வி.பாலாஜி, 396, 14–வது பிளாக், சென்னை.: [782, 993, 1013, 1004]
- list-item: பாகம் – 140 : செ.மனோஜ், 41, ஜாட்சாபுரம் தெரு, சென்னை.: [43, 1225, 288, 1236]
- ward-title: 59 (அ) வட்டம்: [552, 1022, 622, 1033]
- section-heading: பாக அமைப்பாளர்கள் :: [534, 301, 640, 313]
- masthead-rule-right: [777, 44, 1310, 53]
